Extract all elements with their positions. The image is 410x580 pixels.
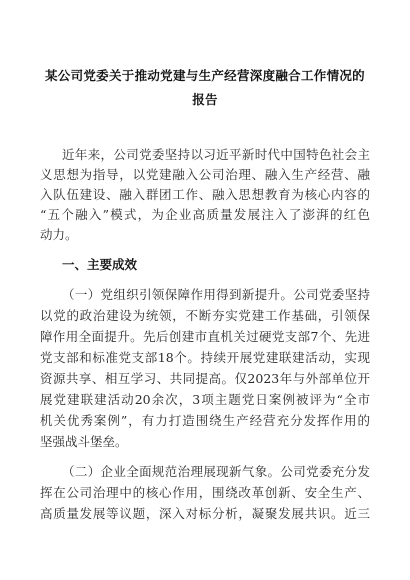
intro-line-4: “五个融入”模式，为企业高质量发展注入了澎湃的红色 (40, 207, 370, 222)
intro-line-3: 入队伍建设、融入群团工作、融入思想教育为核心内容的 (40, 187, 370, 202)
para1-line-7: 机关优秀案例”，有力打造围绕生产经营充分发挥作用的 (40, 413, 370, 428)
para1-line-4: 党支部和标准党支部18个。持续开展党建联建活动，实现 (40, 350, 370, 365)
document-title-line-2: 报告 (192, 92, 218, 107)
intro-line-2: 义思想为指导，以党建融入公司治理、融入生产经营、融 (40, 167, 370, 182)
intro-line-1: 近年来，公司党委坚持以习近平新时代中国特色社会主 (62, 147, 370, 162)
para2-line-3: 高质量发展等议题，深入对标分析，凝聚发展共识。近三 (40, 506, 370, 521)
para1-line-8: 坚强战斗堡垒。 (40, 434, 128, 449)
section-heading-main-results: 一、主要成效 (62, 257, 138, 272)
para1-line-1: （一）党组织引领保障作用得到新提升。公司党委坚持 (62, 287, 370, 302)
para1-line-2: 以党的政治建设为统领，不断夯实党建工作基础，引领保 (40, 308, 370, 323)
para1-line-5: 资源共享、相互学习、共同提高。仅2023年与外部单位开 (40, 371, 370, 386)
para1-line-3: 障作用全面提升。先后创建市直机关过硬党支部7个、先进 (40, 329, 370, 344)
para2-line-1: （二）企业全面规范治理展现新气象。公司党委充分发 (62, 464, 370, 479)
document-title-line-1: 某公司党委关于推动党建与生产经营深度融合工作情况的 (44, 68, 365, 83)
para1-line-6: 展党建联建活动20余次，3项主题党日案例被评为“全市 (40, 392, 370, 407)
intro-line-5: 动力。 (40, 227, 78, 242)
para2-line-2: 挥在公司治理中的核心作用，围绕改革创新、安全生产、 (40, 485, 370, 500)
